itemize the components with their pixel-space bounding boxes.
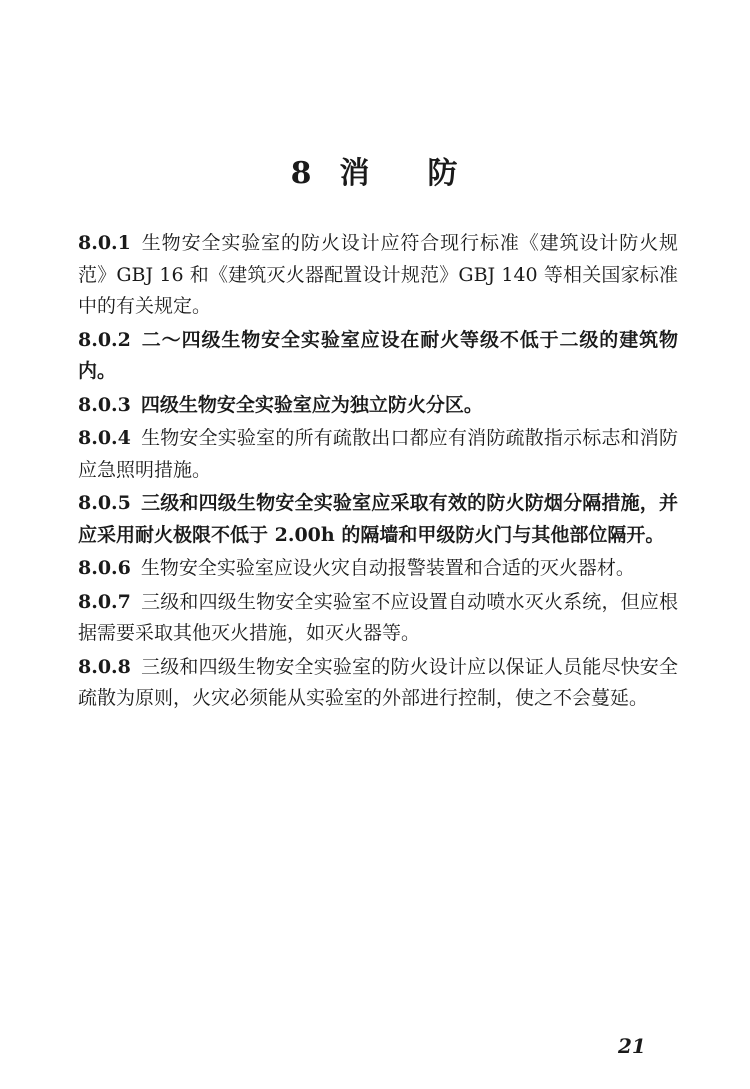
clause-text: 三级和四级生物安全实验室的防火设计应以保证人员能尽快安全疏散为原则，火灾必须能从实验室的外部进行控制，使之不会蔓延。 [78,655,678,709]
chapter-title-char-2: 防 [427,156,460,191]
clause-number: 8.0.1 [78,232,131,254]
clause-8-0-1 [78,228,678,323]
clause-number: 8.0.7 [78,590,131,613]
clause-number: 8.0.2 [78,328,131,351]
chapter-number: 8 [290,156,314,191]
clause-8-0-7 [78,587,678,650]
clause-number: 8.0.8 [78,655,131,678]
clause-8-0-2 [78,325,678,388]
clause-text: 生物安全实验室的防火设计应符合现行标准《建筑设计防火规范》GBJ 16 和《建筑灭火器配置设计规范》GBJ 140 等相关国家标准中的有关规定。 [78,232,678,317]
clause-8-0-3 [78,390,678,422]
clause-text: 三级和四级生物安全实验室不应设置自动喷水灭火系统，但应根据需要采取其他灭火措施，如灭火器等。 [78,590,678,644]
clause-text: 二～四级生物安全实验室应设在耐火等级不低于二级的建筑物内。 [78,328,678,382]
clause-8-0-8 [78,652,678,715]
clause-number: 8.0.3 [78,393,131,416]
clause-number: 8.0.6 [78,557,131,579]
clause-text: 生物安全实验室的所有疏散出口都应有消防疏散指示标志和消防应急照明措施。 [78,427,678,481]
chapter-title-char-1: 消 [339,156,372,191]
clause-number: 8.0.4 [78,427,131,449]
clause-8-0-6 [78,553,678,585]
clause-list [78,228,678,717]
clause-8-0-5 [78,488,678,551]
clause-number: 8.0.5 [78,492,131,514]
clause-text: 生物安全实验室应设火灾自动报警装置和合适的灭火器材。 [140,557,635,579]
clause-text: 四级生物安全实验室应为独立防火分区。 [140,393,483,416]
clause-text: 三级和四级生物安全实验室应采取有效的防火防烟分隔措施，并应采用耐火极限不低于 2.00h 的隔墙和甲级防火门与其他部位隔开。 [78,492,678,546]
page-number: 21 [618,1034,646,1058]
chapter-title [0,148,750,192]
clause-8-0-4 [78,423,678,486]
